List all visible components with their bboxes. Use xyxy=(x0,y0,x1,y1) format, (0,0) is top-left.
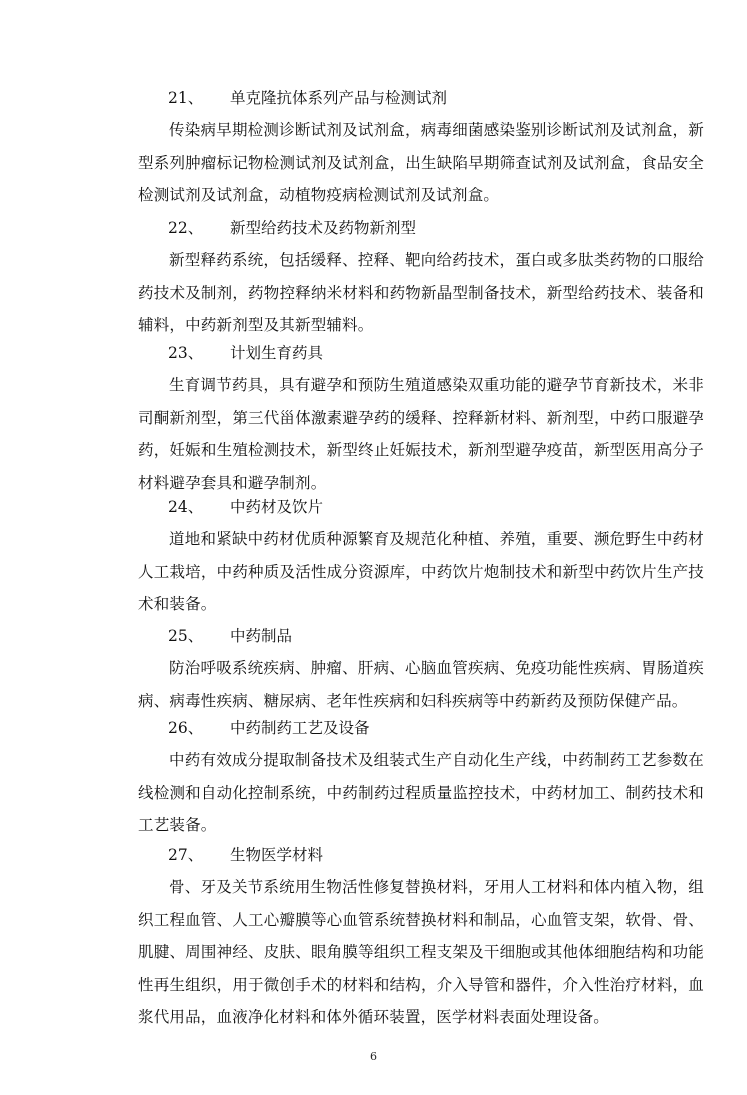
section-title: 单克隆抗体系列产品与检测试剂 xyxy=(230,89,448,107)
section-number: 22、 xyxy=(168,219,204,237)
section-number: 21、 xyxy=(168,89,204,107)
section-title: 中药制药工艺及设备 xyxy=(230,719,370,737)
section-body-23: 生育调节药具，具有避孕和预防生殖道感染双重功能的避孕节育新技术，米非司酮新剂型，第三代甾体激素避孕药的缓释、控释新材料、新剂型，中药口服避孕药，妊娠和生殖检测技术，新型终止妊娠技术，新剂型避孕疫苗，新型医用高分子材料避孕套具和避孕制剂。 xyxy=(138,376,704,492)
section-title: 新型给药技术及药物新剂型 xyxy=(230,219,417,237)
section-heading-27 xyxy=(168,845,323,865)
section-body-21: 传染病早期检测诊断试剂及试剂盒，病毒细菌感染鉴别诊断试剂及试剂盒，新型系列肿瘤标记物检测试剂及试剂盒，出生缺陷早期筛查试剂及试剂盒，食品安全检测试剂及试剂盒，动植物疫病检测试剂及试剂盒。 xyxy=(138,121,704,204)
section-title: 中药制品 xyxy=(230,627,293,645)
section-number: 26、 xyxy=(168,719,204,737)
section-number: 25、 xyxy=(168,627,204,645)
section-number: 27、 xyxy=(168,846,204,864)
section-title: 生物医学材料 xyxy=(230,846,324,864)
section-body-26: 中药有效成分提取制备技术及组装式生产自动化生产线，中药制药工艺参数在线检测和自动化控制系统，中药制药过程质量监控技术，中药材加工、制药技术和工艺装备。 xyxy=(138,751,704,834)
section-heading-23 xyxy=(168,343,323,363)
page-number: 6 xyxy=(370,1050,377,1063)
section-heading-22 xyxy=(168,218,416,238)
section-title: 中药材及饮片 xyxy=(230,498,324,516)
section-body-25: 防治呼吸系统疾病、肿瘤、肝病、心脑血管疾病、免疫功能性疾病、胃肠道疾病、病毒性疾病、糖尿病、老年性疾病和妇科疾病等中药新药及预防保健产品。 xyxy=(138,659,704,710)
section-heading-25 xyxy=(168,626,292,646)
section-heading-21 xyxy=(168,88,447,108)
section-number: 24、 xyxy=(168,498,204,516)
section-number: 23、 xyxy=(168,344,204,362)
section-title: 计划生育药具 xyxy=(230,344,324,362)
section-body-22: 新型释药系统，包括缓释、控释、靶向给药技术，蛋白或多肽类药物的口服给药技术及制剂，药物控释纳米材料和药物新晶型制备技术，新型给药技术、装备和辅料，中药新剂型及其新型辅料。 xyxy=(138,251,704,334)
section-heading-26 xyxy=(168,718,370,738)
section-body-24: 道地和紧缺中药材优质种源繁育及规范化种植、养殖，重要、濒危野生中药材人工栽培，中药种质及活性成分资源库，中药饮片炮制技术和新型中药饮片生产技术和装备。 xyxy=(138,530,704,613)
section-heading-24 xyxy=(168,497,323,517)
section-body-27: 骨、牙及关节系统用生物活性修复替换材料，牙用人工材料和体内植入物，组织工程血管、人工心瓣膜等心血管系统替换材料和制品，心血管支架，软骨、骨、肌腱、周围神经、皮肤、眼角膜等组织工程支架及干细胞或其他体细胞结构和功能性再生组织，用于微创手术的材料和结构，介入导管和器件，介入性治疗材料，血浆代用品，血液净化材料和体外循环装置，医学材料表面处理设备。 xyxy=(138,878,704,1026)
